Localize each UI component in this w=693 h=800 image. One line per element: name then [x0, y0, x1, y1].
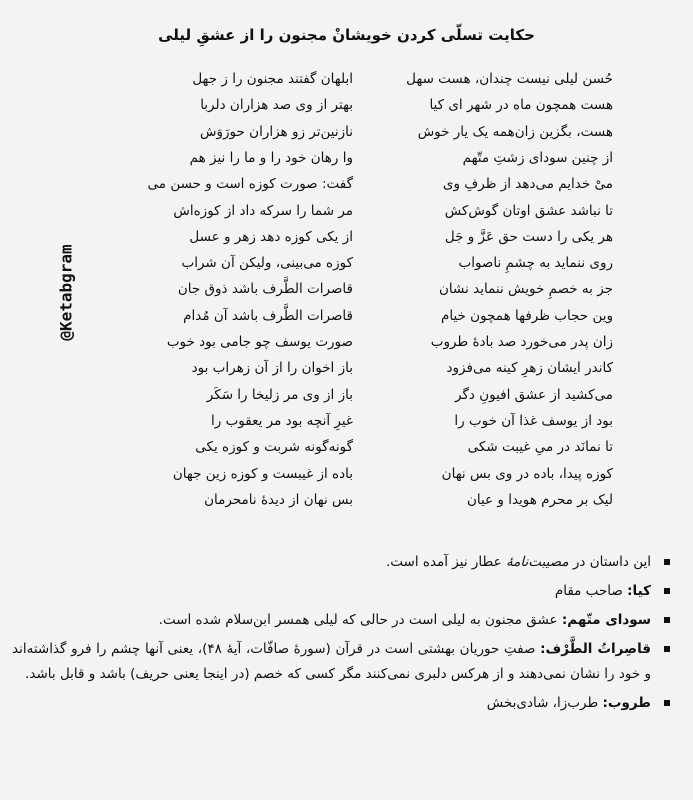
hemistich-first: نازنین‌تر زو هزاران حورَوَش: [200, 123, 353, 140]
hemistich-second: لیک بر محرم هویدا و عیان: [466, 491, 613, 508]
hemistich-second: تا نمانَد در میِ غیبت شکی: [467, 439, 613, 456]
hemistich-second: کاندر ایشان زهرِ کینه می‌فزود: [446, 360, 613, 377]
poem-title: حکایت تسلّی کردن خویشانْ مجنون را از عشقِ لیلی: [158, 26, 535, 44]
hemistich-first: قاصرات الطَّرف باشد آن مُدام: [183, 307, 353, 324]
footnotes: [12, 550, 673, 720]
hemistich-second: هست همچون ماه در شهر ای کیا: [429, 97, 613, 114]
footnote-term: قاصِراتُ الطَّرْف:: [540, 641, 652, 657]
watermark: @Ketabgram: [56, 244, 76, 341]
hemistich-first: بهتر از وی صد هزاران دلربا: [200, 97, 353, 114]
verse-row: [0, 66, 693, 92]
square-bullet-icon: [664, 559, 670, 565]
footnote-term: سودای متّهم:: [561, 612, 651, 628]
footnote-item: [12, 579, 673, 604]
footnote-source: مصیبت‌نامهٔ: [505, 554, 569, 570]
hemistich-first: ابلهان گفتند مجنون را ز جهل: [192, 71, 353, 87]
hemistich-first: صورت یوسف چو جامی بود خوب: [166, 334, 353, 350]
hemistich-first: بس نهان از دیدهٔ نامحرمان: [204, 491, 353, 508]
verse-row: [0, 119, 693, 145]
footnote-item: [12, 637, 673, 687]
footnote-item: [12, 550, 673, 575]
verse-row: [0, 355, 693, 381]
footnote-term: کیا:: [627, 583, 651, 599]
footnote-item: [12, 608, 673, 633]
hemistich-first: باز اخوان را از آن زهراب بود: [191, 360, 353, 377]
square-bullet-icon: [664, 646, 670, 652]
verse-row: [0, 408, 693, 434]
hemistich-first: قاصرات الطَّرف باشد ذوق جان: [177, 281, 353, 298]
hemistich-second: میْ خدایم می‌دهد از ظرفِ وی: [442, 176, 613, 193]
hemistich-first: گونه‌گونه شربت و کوزه یکی: [195, 439, 353, 456]
footnote-text: صاحب مقام: [554, 583, 628, 599]
square-bullet-icon: [664, 588, 670, 594]
hemistich-first: گفت: صورت کوزه است و حسن می: [147, 176, 353, 193]
hemistich-second: هست، بگزین زان‌همه یک یار خوش: [417, 123, 613, 140]
hemistich-second: وین حجاب ظرفها همچون خیام: [441, 307, 613, 324]
hemistich-second: کوزه پیدا، باده در وی بس نهان: [441, 465, 613, 482]
poem-body: [0, 66, 693, 526]
hemistich-first: باده از غیبست و کوزه زین جهان: [172, 465, 353, 482]
square-bullet-icon: [664, 700, 670, 706]
verse-row: [0, 461, 693, 487]
hemistich-first: از یکی کوزه دهد زهر و عسل: [189, 228, 353, 245]
verse-row: [0, 329, 693, 355]
verse-row: [0, 198, 693, 224]
hemistich-first: وا رهان خود را و ما را نیز هم: [189, 149, 353, 166]
verse-row: [0, 303, 693, 329]
hemistich-first: مر شما را سرکه داد از کوزه‌اش: [173, 202, 353, 219]
verse-row: [0, 434, 693, 460]
footnote-prefix: این داستان در: [568, 554, 651, 570]
verse-row: [0, 382, 693, 408]
footnote-text: طرب‌زا، شادی‌بخش: [486, 695, 603, 711]
hemistich-second: هر یکی را دست حق عَزَّ و جَل: [444, 228, 613, 245]
hemistich-second: می‌کشید از عشق افیونِ دگر: [455, 386, 613, 403]
verse-row: [0, 171, 693, 197]
verse-row: [0, 92, 693, 118]
hemistich-second: روی ننماید به چشمِ ناصواب: [458, 255, 613, 272]
footnote-item: [12, 691, 673, 716]
verse-row: [0, 224, 693, 250]
hemistich-first: باز از وی مر زلیخا را سَکَر: [206, 386, 353, 403]
square-bullet-icon: [664, 617, 670, 623]
hemistich-second: حُسن لیلی نیست چندان، هست سهل: [406, 71, 613, 87]
hemistich-second: جز به خصمِ خویش ننماید نشان: [439, 281, 613, 298]
footnote-text: عشق مجنون به لیلی است در حالی که لیلی همسر ابن‌سلام شده است.: [158, 612, 562, 628]
hemistich-second: تا نباشد عشق اوتان گوش‌کش: [444, 202, 613, 219]
hemistich-second: از چنین سودای زشتِ متّهم: [462, 149, 613, 166]
footnote-text: عطار نیز آمده است.: [385, 554, 506, 570]
verse-row: [0, 250, 693, 276]
hemistich-second: زان پدر می‌خورد صد بادهٔ طروب: [430, 334, 613, 350]
verse-row: [0, 487, 693, 513]
verse-row: [0, 276, 693, 302]
hemistich-second: بود از یوسف غذا آن خوب را: [454, 412, 613, 429]
footnote-text: صفتِ حوریان بهشتی است در قرآن (سورهٔ صافّات، آیهٔ ۴۸)، یعنی آنها چشم را فرو گذاشته‌اند و خود را نشان نمی‌دهند و از هرکس دلبری نمی‌کنند مگر کسی که خصم (در اینجا یعنی حریف) باشد و قابل باشد.: [12, 641, 651, 682]
footnote-term: طروب:: [602, 695, 651, 711]
verse-row: [0, 145, 693, 171]
hemistich-first: کوزه می‌بینی، ولیکن آن شراب: [181, 255, 353, 272]
hemistich-first: غیرِ آنچه بود مر یعقوب را: [211, 412, 353, 429]
